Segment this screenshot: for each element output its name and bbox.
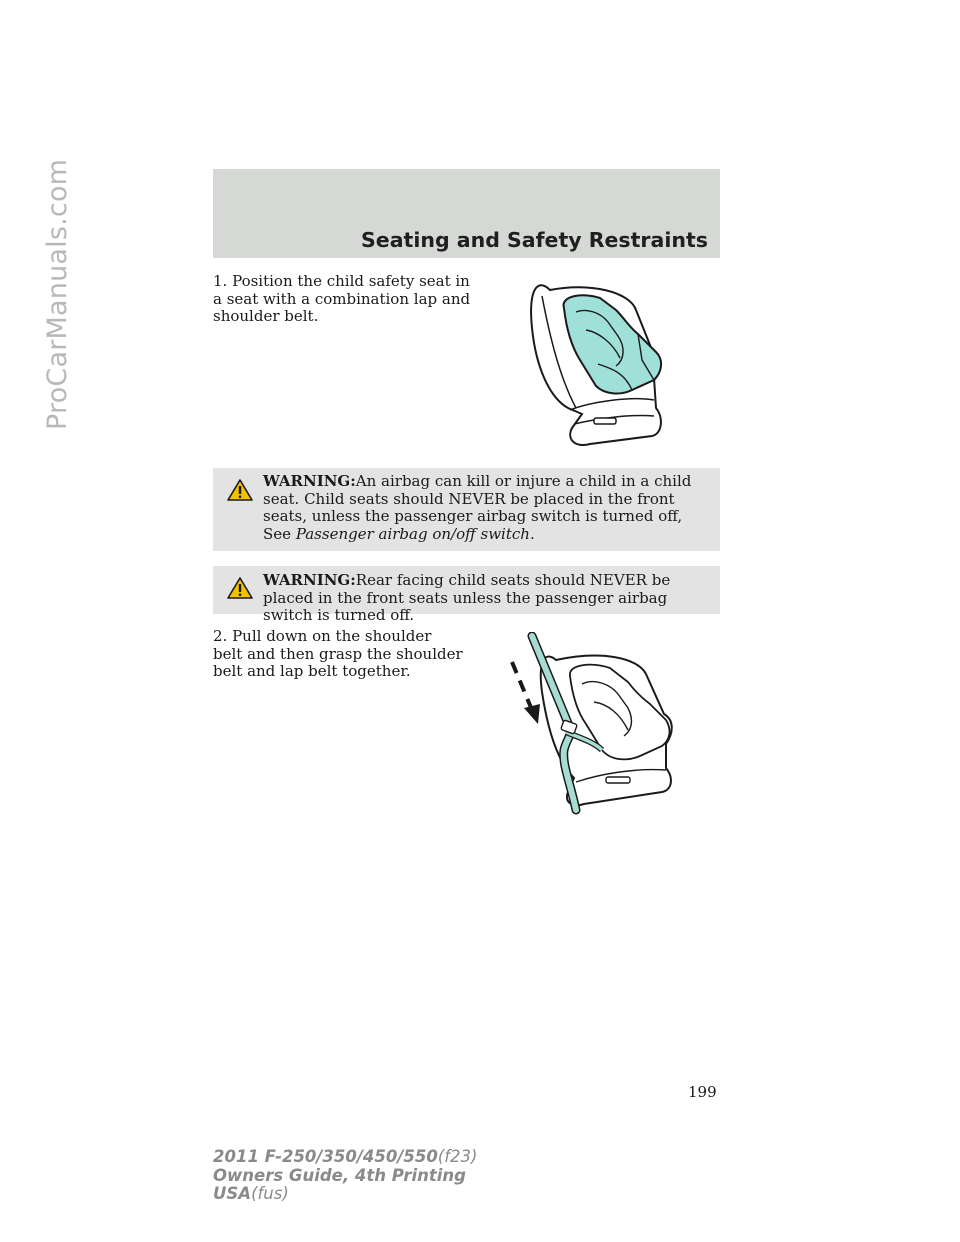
warning-triangle-icon	[227, 576, 253, 600]
cross-reference: Passenger airbag on/off switch	[295, 524, 530, 543]
step-1-text: 1. Position the child safety seat in a seat with a combination lap and shoulder belt.	[213, 272, 471, 325]
page-number: 199	[688, 1083, 717, 1101]
watermark	[0, 0, 73, 1242]
footer	[213, 1148, 478, 1204]
belt-pull-illustration	[510, 632, 690, 822]
section-title: Seating and Safety Restraints	[361, 228, 708, 252]
warning-box-rear-facing	[213, 566, 720, 624]
footer-code: (f23)	[437, 1147, 478, 1166]
footer-region-code: (fus)	[251, 1184, 289, 1203]
warning-label: WARNING:	[263, 571, 356, 589]
warning-end: .	[529, 524, 535, 543]
step-2-text: 2. Pull down on the shoulder belt and then grasp the shoulder belt and lap belt together.	[213, 627, 463, 680]
footer-model: 2011 F-250/350/450/550	[213, 1147, 438, 1166]
section-header	[213, 169, 720, 258]
warning-text-airbag	[263, 473, 706, 543]
child-seat-illustration	[520, 268, 680, 453]
warning-text-rear-facing	[263, 572, 706, 625]
warning-triangle-icon	[227, 478, 253, 502]
footer-line-2: Owners Guide, 4th Printing	[213, 1165, 466, 1185]
warning-body: An airbag can kill or injure a child in a child seat. Child seats should NEVER be placed in the front seats, unless the passenger airbag switch is turned off, See	[263, 472, 692, 543]
watermark-text: ProCarManuals.com	[42, 158, 73, 430]
warning-body: Rear facing child seats should NEVER be placed in the front seats unless the passenger airbag switch is turned off.	[263, 571, 671, 624]
footer-region: USA	[213, 1184, 252, 1203]
footer-line-3	[213, 1185, 478, 1204]
warning-label: WARNING:	[263, 472, 356, 490]
footer-line-1	[213, 1148, 478, 1167]
warning-box-airbag	[213, 468, 720, 551]
